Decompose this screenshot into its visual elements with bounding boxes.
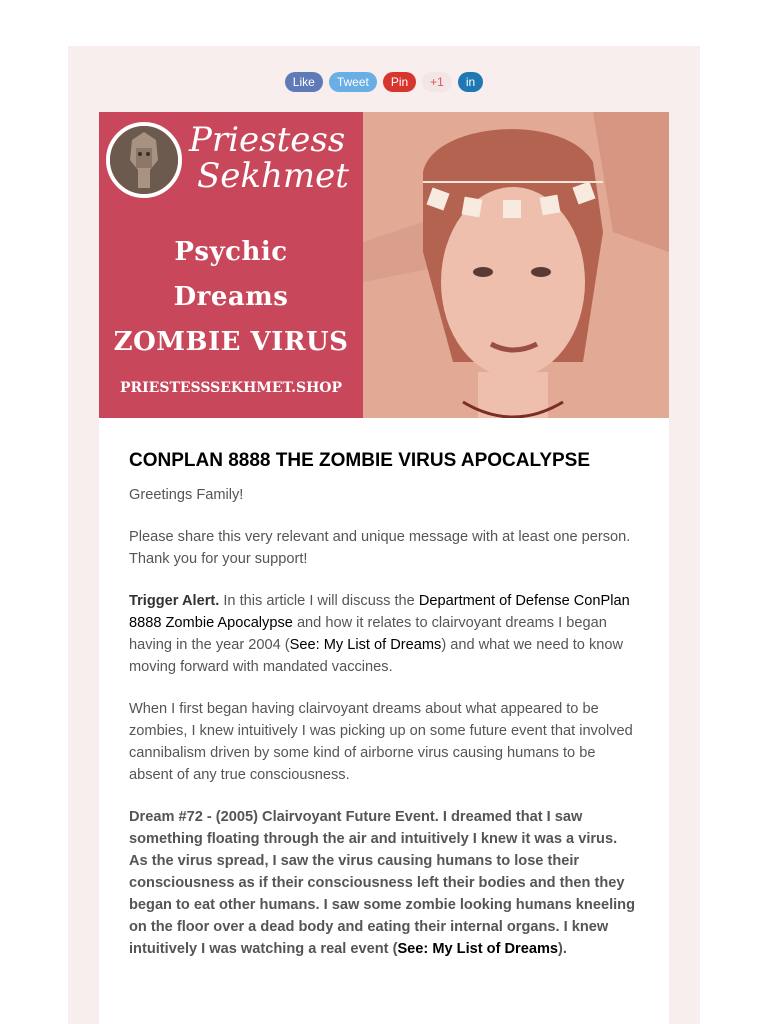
share-request-paragraph: Please share this very relevant and unique message with at least one person. Thank you for your support! <box>129 529 631 567</box>
hero-text-panel <box>99 112 363 418</box>
paragraph-text: In this article I will discuss the <box>219 593 419 609</box>
hero-banner <box>99 112 669 418</box>
portrait-photo-icon <box>363 112 669 418</box>
tweet-button[interactable]: Tweet <box>329 72 377 92</box>
trigger-alert-paragraph <box>129 590 639 678</box>
hero-title-line-1: Psychic <box>174 237 288 267</box>
paragraph-text: and how it relates to clairvoyant dreams I began having in the year 2004 ( <box>129 615 607 653</box>
dream-72-paragraph <box>129 806 639 960</box>
greeting-paragraph: Greetings Family! <box>129 487 244 503</box>
trigger-alert-label: Trigger Alert. <box>129 593 220 609</box>
hero-title <box>99 230 363 365</box>
avatar <box>106 122 182 198</box>
sekhmet-statue-icon <box>110 126 178 194</box>
share-bar <box>68 72 700 92</box>
hero-url: PRIESTESSSEKHMET.SHOP <box>119 380 343 396</box>
list-of-dreams-link-2[interactable]: See: My List of Dreams <box>397 941 559 957</box>
page-background <box>68 46 700 1024</box>
hero-title-line-2: Dreams <box>173 282 289 312</box>
hero-title-line-3: ZOMBIE VIRUS <box>113 327 349 357</box>
hero-photo <box>363 112 669 418</box>
clairvoyant-intro-paragraph: When I first began having clairvoyant dreams about what appeared to be zombies, I knew intuitively I was picking up on some future event that involved cannibalism driven by some kind of airborne virus causing humans to be absent of any true consciousness. <box>129 701 633 783</box>
article-body <box>99 418 669 1024</box>
paragraph-text: Dream #72 - (2005) Clairvoyant Future Event. I dreamed that I saw something floating through the air and intuitively I knew it was a virus. As the virus spread, I saw the virus causing humans to lose their consciousness as if their consciousness left their bodies and then they began to eat other humans. I saw some zombie looking humans kneeling on the floor over a dead body and eating their internal organs. I knew intuitively I was watching a real event ( <box>129 809 636 957</box>
paragraph-text: ). <box>558 941 567 957</box>
conplan-link[interactable]: Department of Defense ConPlan 8888 Zombie Apocalypse <box>129 593 630 631</box>
paragraph-text: ) and what we need to know moving forward with mandated vaccines. <box>129 637 624 675</box>
article-title: CONPLAN 8888 THE ZOMBIE VIRUS APOCALYPSE <box>129 450 591 471</box>
brand-line-1: Priestess <box>189 120 346 160</box>
list-of-dreams-link[interactable]: See: My List of Dreams <box>289 637 442 653</box>
brand-logo-text <box>189 122 349 194</box>
brand-line-2: Sekhmet <box>197 156 349 196</box>
facebook-like-button[interactable]: Like <box>285 72 323 92</box>
linkedin-button[interactable]: in <box>458 72 483 92</box>
google-plus-button[interactable]: +1 <box>422 72 452 92</box>
pin-button[interactable]: Pin <box>383 72 416 92</box>
